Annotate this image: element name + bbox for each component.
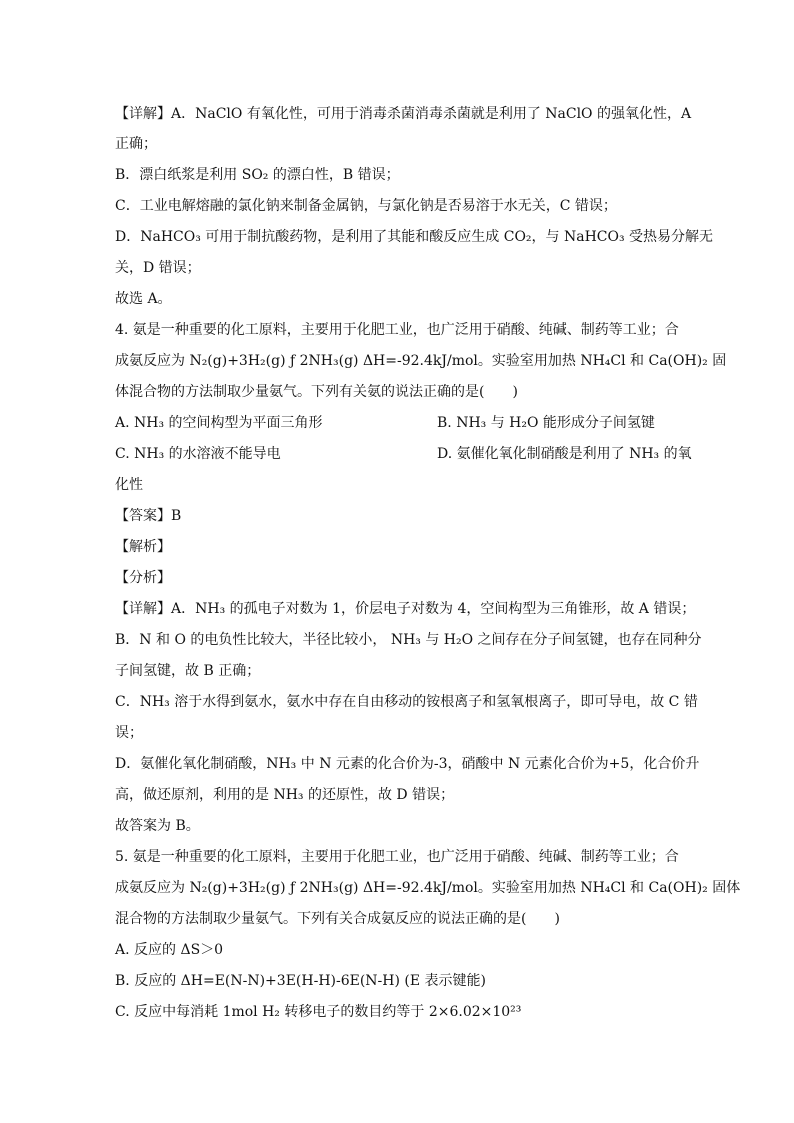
question-5-stem: 成氨反应为 N₂(g)+3H₂(g) ƒ 2NH₃(g) ΔH=-92.4kJ/mol。实验室用加热 NH₄Cl 和 Ca(OH)₂ 固体 — [115, 880, 741, 896]
text-line: 高，做还原剂，利用的是 NH₃ 的还原性，故 D 错误； — [115, 787, 455, 803]
question-4-stem: 体混合物的方法制取少量氨气。下列有关氨的说法正确的是( ) — [115, 384, 518, 400]
question-5-stem: 5. 氨是一种重要的化工原料，主要用于化肥工业，也广泛用于硝酸、纯碱、制药等工业；合 — [115, 849, 679, 865]
text-line: D．NaHCO₃ 可用于制抗酸药物，是利用了其能和酸反应生成 CO₂，与 NaHCO₃ 受热易分解无 — [115, 229, 714, 245]
answer-label: 【答案】B — [115, 508, 182, 524]
text-line: 正确； — [115, 136, 157, 152]
text-line: 【详解】A．NH₃ 的孤电子对数为 1，价层电子对数为 4，空间构型为三角锥形，故 A 错误； — [115, 601, 696, 617]
text-line: 故选 A。 — [115, 291, 172, 307]
option-a: A. NH₃ 的空间构型为平面三角形 — [115, 415, 323, 431]
text-line: 子间氢键，故 B 正确； — [115, 663, 261, 679]
question-4-stem: 成氨反应为 N₂(g)+3H₂(g) ƒ 2NH₃(g) ΔH=-92.4kJ/mol。实验室用加热 NH₄Cl 和 Ca(OH)₂ 固 — [115, 353, 727, 369]
text-line: D．氨催化氧化制硝酸，NH₃ 中 N 元素的化合价为-3，硝酸中 N 元素化合价为+5，化合价升 — [115, 756, 700, 772]
text-line: C．工业电解熔融的氯化钠来制备金属钠，与氯化钠是否易溶于水无关，C 错误； — [115, 198, 617, 214]
option-b: B. NH₃ 与 H₂O 能形成分子间氢键 — [437, 415, 655, 431]
question-5-stem: 混合物的方法制取少量氨气。下列有关合成氨反应的说法正确的是( ) — [115, 911, 560, 927]
analysis-label: 【解析】 — [115, 539, 171, 555]
analysis-label: 【分析】 — [115, 570, 171, 586]
text-line: 误； — [115, 725, 143, 741]
option-c: C. NH₃ 的水溶液不能导电 — [115, 446, 281, 462]
option-d: D. 氨催化氧化制硝酸是利用了 NH₃ 的氧 — [437, 446, 692, 462]
option-d-cont: 化性 — [115, 477, 143, 493]
option-a: A. 反应的 ΔS＞0 — [115, 942, 224, 958]
text-line: 【详解】A．NaClO 有氧化性，可用于消毒杀菌消毒杀菌就是利用了 NaClO 的强氧化性，A — [115, 106, 692, 122]
text-line: 关，D 错误； — [115, 260, 201, 276]
question-4-stem: 4. 氨是一种重要的化工原料，主要用于化肥工业，也广泛用于硝酸、纯碱、制药等工业；合 — [115, 322, 679, 338]
option-b: B. 反应的 ΔH=E(N-N)+3E(H-H)-6E(N-H) (E 表示键能) — [115, 973, 487, 989]
option-c: C. 反应中每消耗 1mol H₂ 转移电子的数目约等于 2×6.02×10²³ — [115, 1004, 522, 1020]
text-line: C．NH₃ 溶于水得到氨水，氨水中存在自由移动的铵根离子和氢氧根离子，即可导电，故 C 错 — [115, 694, 698, 710]
text-line: B．N 和 O 的电负性比较大，半径比较小， NH₃ 与 H₂O 之间存在分子间氢键，也存在同种分 — [115, 632, 702, 648]
text-line: B．漂白纸浆是利用 SO₂ 的漂白性，B 错误； — [115, 167, 400, 183]
text-line: 故答案为 B。 — [115, 818, 200, 834]
